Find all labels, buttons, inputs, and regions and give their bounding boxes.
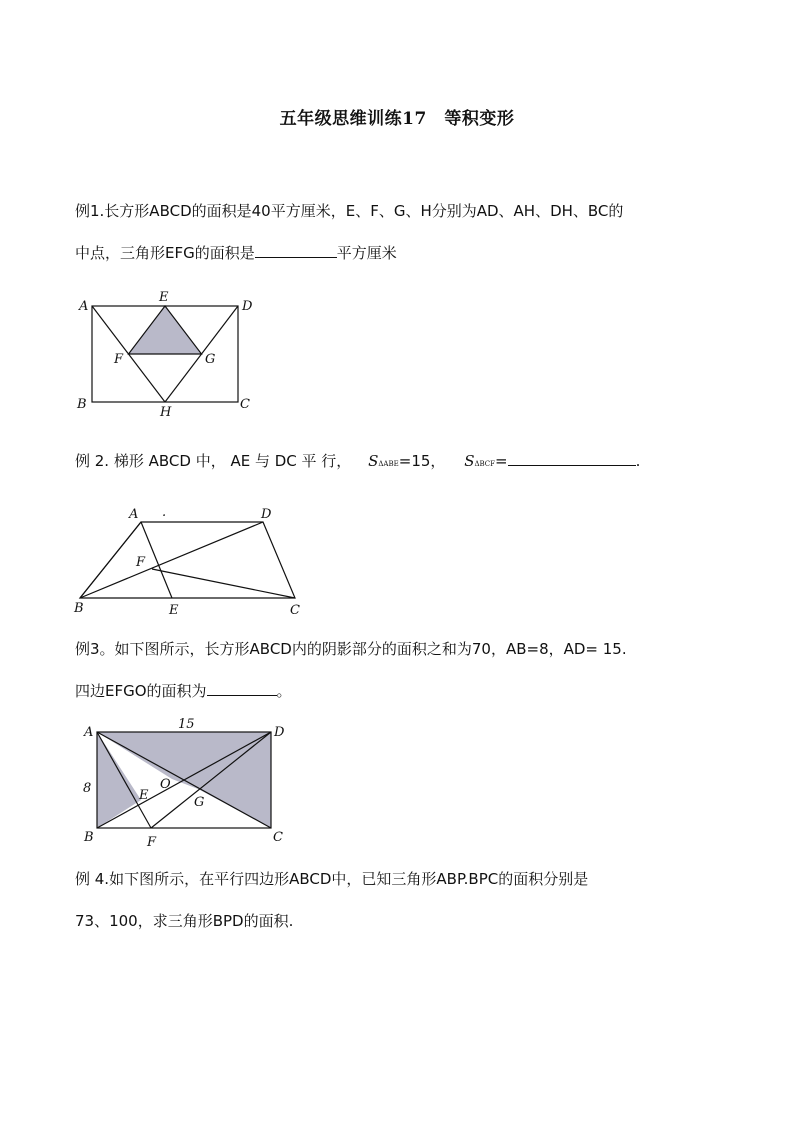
s-bcf-equals: = <box>495 452 508 470</box>
ex1-line2-pre: 中点，三角形EFG的面积是 <box>75 244 255 262</box>
label-b: B <box>74 601 84 616</box>
answer-blank-3[interactable] <box>207 681 277 696</box>
page-title: 五年级思维训练17 等积变形 <box>279 109 515 129</box>
label-c: C <box>240 397 250 412</box>
s-abe-symbol: SΔABE <box>368 452 399 470</box>
label-dot: . <box>162 505 167 520</box>
label-a: A <box>129 507 139 522</box>
ex1-line2 <box>75 242 397 263</box>
label-d: D <box>242 299 253 314</box>
ex1-line1: 例1.长方形ABCD的面积是40平方厘米，E、F、G、H分别为AD、AH、DH、BC的 <box>75 202 624 220</box>
segment-fc <box>152 569 295 598</box>
label-b: B <box>84 830 94 845</box>
ex3-line1: 例3。如下图所示，长方形ABCD内的阴影部分的面积之和为70，AB=8，AD= 15. <box>75 640 627 658</box>
ex2-pre: 例 2. 梯形 ABCD 中， AE 与 DC 平 行， <box>75 452 352 470</box>
ex3-line2 <box>75 680 292 701</box>
label-f: F <box>147 835 157 850</box>
label-d: D <box>274 725 285 740</box>
s-bcf-symbol: SΔBCF <box>464 452 496 470</box>
label-e: E <box>159 290 169 305</box>
label-8: 8 <box>83 781 92 796</box>
label-f: F <box>136 555 146 570</box>
ex3-line2-pre: 四边EFGO的面积为 <box>75 682 207 700</box>
figure-ex1 <box>70 284 270 420</box>
ex4-line1: 例 4.如下图所示，在平行四边形ABCD中，已知三角形ABP.BPC的面积分别是 <box>75 870 589 888</box>
label-a: A <box>79 299 89 314</box>
label-d: D <box>261 507 272 522</box>
segment-ab <box>80 522 141 598</box>
segment-ae <box>141 522 172 598</box>
label-f: F <box>114 352 124 367</box>
label-a: A <box>84 725 94 740</box>
ex4-line2: 73、100，求三角形BPD的面积. <box>75 912 294 930</box>
label-b: B <box>77 397 87 412</box>
trapezoid-abcd <box>80 522 295 598</box>
s-abe-value: =15， <box>398 452 446 470</box>
ex2-line <box>75 450 640 471</box>
figure-ex2 <box>70 500 310 622</box>
label-g: G <box>194 795 205 810</box>
ex1-line2-post: 平方厘米 <box>336 244 397 262</box>
label-15: 15 <box>178 717 195 732</box>
ex2-end: . <box>635 452 641 470</box>
figure-ex3 <box>75 710 295 850</box>
answer-blank-1[interactable] <box>255 243 337 258</box>
label-h: H <box>160 405 172 420</box>
label-e: E <box>139 788 149 803</box>
label-c: C <box>290 603 300 618</box>
label-c: C <box>273 830 283 845</box>
shaded-triangle-efg <box>129 306 202 354</box>
answer-blank-2[interactable] <box>508 451 636 466</box>
label-o: O <box>160 777 171 792</box>
ex3-line2-post: 。 <box>276 682 292 700</box>
label-e: E <box>169 603 179 618</box>
label-g: G <box>205 352 216 367</box>
segment-bd <box>80 522 263 598</box>
